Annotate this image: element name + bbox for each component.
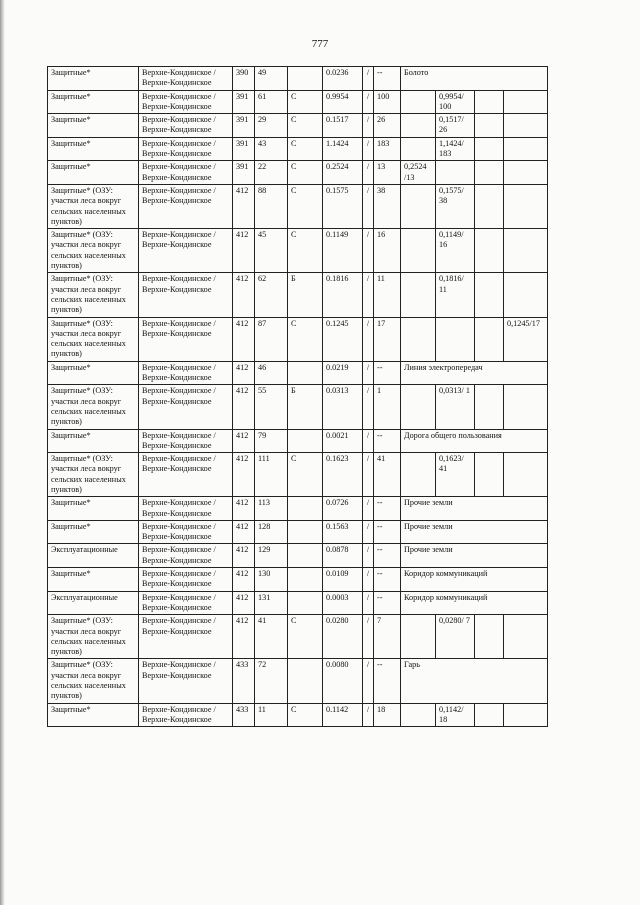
kvartal-cell: 412 xyxy=(233,497,255,521)
species-cell xyxy=(288,591,323,615)
value-cell-2 xyxy=(436,317,475,361)
category-cell: Защитные* xyxy=(48,520,139,544)
table-row xyxy=(48,544,548,568)
kvartal-cell: 433 xyxy=(233,659,255,703)
volume-cell: -- xyxy=(374,497,401,521)
vydel-cell: 111 xyxy=(255,453,288,497)
kvartal-cell: 391 xyxy=(233,90,255,114)
species-cell xyxy=(288,429,323,453)
value-cell-4 xyxy=(504,229,548,273)
species-cell: Б xyxy=(288,273,323,317)
lesnichestvo-cell: Верхне-Кондинское / Верхне-Кондинское xyxy=(139,497,233,521)
note-cell: Прочие земли xyxy=(401,497,548,521)
volume-cell: 38 xyxy=(374,184,401,228)
table-row xyxy=(48,568,548,592)
species-cell xyxy=(288,544,323,568)
volume-cell: -- xyxy=(374,67,401,91)
vydel-cell: 41 xyxy=(255,615,288,659)
table-row xyxy=(48,385,548,429)
category-cell: Защитные* (ОЗУ: участки леса вокруг сельских населенных пунктов) xyxy=(48,659,139,703)
category-cell: Защитные* xyxy=(48,703,139,727)
table-row xyxy=(48,114,548,138)
area-cell: 0.0109 xyxy=(323,568,363,592)
table-row xyxy=(48,273,548,317)
value-cell-4 xyxy=(504,90,548,114)
area-cell: 0.0878 xyxy=(323,544,363,568)
vydel-cell: 88 xyxy=(255,184,288,228)
note-cell: Линия электропередач xyxy=(401,361,548,385)
value-cell-2: 0,1142/ 18 xyxy=(436,703,475,727)
kvartal-cell: 412 xyxy=(233,317,255,361)
value-cell-3 xyxy=(475,385,504,429)
category-cell: Защитные* xyxy=(48,361,139,385)
vydel-cell: 128 xyxy=(255,520,288,544)
value-cell-2: 0,1623/ 41 xyxy=(436,453,475,497)
category-cell: Эксплуатационные xyxy=(48,591,139,615)
table-row xyxy=(48,137,548,161)
lesnichestvo-cell: Верхне-Кондинское / Верхне-Кондинское xyxy=(139,273,233,317)
species-cell: С xyxy=(288,137,323,161)
species-cell xyxy=(288,497,323,521)
kvartal-cell: 412 xyxy=(233,184,255,228)
species-cell: С xyxy=(288,229,323,273)
area-cell: 1.1424 xyxy=(323,137,363,161)
vydel-cell: 130 xyxy=(255,568,288,592)
lesnichestvo-cell: Верхне-Кондинское / Верхне-Кондинское xyxy=(139,385,233,429)
area-cell: 0.1245 xyxy=(323,317,363,361)
kvartal-cell: 391 xyxy=(233,137,255,161)
value-cell-1 xyxy=(401,273,436,317)
volume-cell: 7 xyxy=(374,615,401,659)
value-cell-3 xyxy=(475,184,504,228)
vydel-cell: 22 xyxy=(255,161,288,185)
value-cell-1 xyxy=(401,184,436,228)
vydel-cell: 61 xyxy=(255,90,288,114)
volume-cell: -- xyxy=(374,361,401,385)
separator-cell: / xyxy=(363,659,374,703)
area-cell: 0.0280 xyxy=(323,615,363,659)
vydel-cell: 29 xyxy=(255,114,288,138)
lesnichestvo-cell: Верхне-Кондинское / Верхне-Кондинское xyxy=(139,520,233,544)
value-cell-4 xyxy=(504,615,548,659)
value-cell-4 xyxy=(504,273,548,317)
kvartal-cell: 412 xyxy=(233,544,255,568)
kvartal-cell: 412 xyxy=(233,229,255,273)
vydel-cell: 87 xyxy=(255,317,288,361)
volume-cell: 11 xyxy=(374,273,401,317)
vydel-cell: 43 xyxy=(255,137,288,161)
volume-cell: -- xyxy=(374,591,401,615)
area-cell: 0.1575 xyxy=(323,184,363,228)
category-cell: Защитные* (ОЗУ: участки леса вокруг сельских населенных пунктов) xyxy=(48,273,139,317)
value-cell-2: 0,0280/ 7 xyxy=(436,615,475,659)
value-cell-1 xyxy=(401,453,436,497)
area-cell: 0.0003 xyxy=(323,591,363,615)
species-cell: Б xyxy=(288,385,323,429)
volume-cell: -- xyxy=(374,544,401,568)
value-cell-1 xyxy=(401,90,436,114)
area-cell: 0.9954 xyxy=(323,90,363,114)
lesnichestvo-cell: Верхне-Кондинское / Верхне-Кондинское xyxy=(139,544,233,568)
value-cell-1 xyxy=(401,317,436,361)
value-cell-4 xyxy=(504,161,548,185)
lesnichestvo-cell: Верхне-Кондинское / Верхне-Кондинское xyxy=(139,568,233,592)
kvartal-cell: 412 xyxy=(233,520,255,544)
value-cell-3 xyxy=(475,615,504,659)
value-cell-4 xyxy=(504,137,548,161)
separator-cell: / xyxy=(363,544,374,568)
species-cell: С xyxy=(288,615,323,659)
value-cell-1 xyxy=(401,137,436,161)
value-cell-4 xyxy=(504,184,548,228)
kvartal-cell: 390 xyxy=(233,67,255,91)
note-cell: Прочие земли xyxy=(401,520,548,544)
category-cell: Защитные* xyxy=(48,568,139,592)
table-row xyxy=(48,429,548,453)
separator-cell: / xyxy=(363,591,374,615)
category-cell: Защитные* xyxy=(48,161,139,185)
category-cell: Защитные* (ОЗУ: участки леса вокруг сельских населенных пунктов) xyxy=(48,385,139,429)
lesnichestvo-cell: Верхне-Кондинское / Верхне-Кондинское xyxy=(139,67,233,91)
area-cell: 0.0236 xyxy=(323,67,363,91)
scan-edge xyxy=(0,0,5,905)
value-cell-2: 0,9954/ 100 xyxy=(436,90,475,114)
lesnichestvo-cell: Верхне-Кондинское / Верхне-Кондинское xyxy=(139,361,233,385)
table-row xyxy=(48,161,548,185)
volume-cell: 41 xyxy=(374,453,401,497)
value-cell-1: 0,2524 /13 xyxy=(401,161,436,185)
vydel-cell: 72 xyxy=(255,659,288,703)
separator-cell: / xyxy=(363,568,374,592)
value-cell-3 xyxy=(475,229,504,273)
lesnichestvo-cell: Верхне-Кондинское / Верхне-Кондинское xyxy=(139,615,233,659)
note-cell: Коридор коммуникаций xyxy=(401,591,548,615)
category-cell: Эксплуатационные xyxy=(48,544,139,568)
separator-cell: / xyxy=(363,453,374,497)
separator-cell: / xyxy=(363,497,374,521)
value-cell-3 xyxy=(475,161,504,185)
vydel-cell: 62 xyxy=(255,273,288,317)
separator-cell: / xyxy=(363,67,374,91)
area-cell: 0.1623 xyxy=(323,453,363,497)
note-cell: Дорога общего пользования xyxy=(401,429,548,453)
kvartal-cell: 412 xyxy=(233,385,255,429)
volume-cell: 17 xyxy=(374,317,401,361)
vydel-cell: 113 xyxy=(255,497,288,521)
category-cell: Защитные* (ОЗУ: участки леса вокруг сельских населенных пунктов) xyxy=(48,453,139,497)
table-row xyxy=(48,317,548,361)
value-cell-2: 0,0313/ 1 xyxy=(436,385,475,429)
value-cell-1 xyxy=(401,703,436,727)
note-cell: Прочие земли xyxy=(401,544,548,568)
species-cell xyxy=(288,659,323,703)
separator-cell: / xyxy=(363,429,374,453)
separator-cell: / xyxy=(363,137,374,161)
value-cell-4 xyxy=(504,114,548,138)
value-cell-4: 0,1245/17 xyxy=(504,317,548,361)
area-cell: 0.0726 xyxy=(323,497,363,521)
species-cell xyxy=(288,67,323,91)
lesnichestvo-cell: Верхне-Кондинское / Верхне-Кондинское xyxy=(139,229,233,273)
lesnichestvo-cell: Верхне-Кондинское / Верхне-Кондинское xyxy=(139,90,233,114)
value-cell-3 xyxy=(475,453,504,497)
kvartal-cell: 412 xyxy=(233,568,255,592)
area-cell: 0.0313 xyxy=(323,385,363,429)
vydel-cell: 49 xyxy=(255,67,288,91)
table-row xyxy=(48,453,548,497)
value-cell-2: 0,1575/ 38 xyxy=(436,184,475,228)
volume-cell: -- xyxy=(374,568,401,592)
category-cell: Защитные* (ОЗУ: участки леса вокруг сельских населенных пунктов) xyxy=(48,317,139,361)
area-cell: 0.1149 xyxy=(323,229,363,273)
volume-cell: 183 xyxy=(374,137,401,161)
separator-cell: / xyxy=(363,184,374,228)
value-cell-2: 0,1149/ 16 xyxy=(436,229,475,273)
lesnichestvo-cell: Верхне-Кондинское / Верхне-Кондинское xyxy=(139,184,233,228)
kvartal-cell: 412 xyxy=(233,361,255,385)
table-body xyxy=(48,67,548,727)
category-cell: Защитные* (ОЗУ: участки леса вокруг сельских населенных пунктов) xyxy=(48,229,139,273)
table-row xyxy=(48,703,548,727)
vydel-cell: 11 xyxy=(255,703,288,727)
separator-cell: / xyxy=(363,703,374,727)
kvartal-cell: 412 xyxy=(233,591,255,615)
table-row xyxy=(48,615,548,659)
lesnichestvo-cell: Верхне-Кондинское / Верхне-Кондинское xyxy=(139,429,233,453)
lesnichestvo-cell: Верхне-Кондинское / Верхне-Кондинское xyxy=(139,161,233,185)
table-row xyxy=(48,591,548,615)
value-cell-1 xyxy=(401,229,436,273)
lesnichestvo-cell: Верхне-Кондинское / Верхне-Кондинское xyxy=(139,114,233,138)
kvartal-cell: 433 xyxy=(233,703,255,727)
vydel-cell: 45 xyxy=(255,229,288,273)
volume-cell: 18 xyxy=(374,703,401,727)
species-cell: С xyxy=(288,703,323,727)
separator-cell: / xyxy=(363,361,374,385)
value-cell-2: 0,1816/ 11 xyxy=(436,273,475,317)
table-row xyxy=(48,497,548,521)
category-cell: Защитные* xyxy=(48,90,139,114)
table-row xyxy=(48,67,548,91)
volume-cell: -- xyxy=(374,520,401,544)
separator-cell: / xyxy=(363,520,374,544)
area-cell: 0.0080 xyxy=(323,659,363,703)
kvartal-cell: 391 xyxy=(233,161,255,185)
value-cell-2 xyxy=(436,161,475,185)
area-cell: 0.1563 xyxy=(323,520,363,544)
lesnichestvo-cell: Верхне-Кондинское / Верхне-Кондинское xyxy=(139,137,233,161)
value-cell-3 xyxy=(475,90,504,114)
category-cell: Защитные* xyxy=(48,497,139,521)
vydel-cell: 46 xyxy=(255,361,288,385)
note-cell: Болото xyxy=(401,67,548,91)
volume-cell: 1 xyxy=(374,385,401,429)
value-cell-1 xyxy=(401,385,436,429)
volume-cell: -- xyxy=(374,659,401,703)
value-cell-3 xyxy=(475,703,504,727)
area-cell: 0.1517 xyxy=(323,114,363,138)
area-cell: 0.2524 xyxy=(323,161,363,185)
species-cell: С xyxy=(288,317,323,361)
volume-cell: -- xyxy=(374,429,401,453)
kvartal-cell: 391 xyxy=(233,114,255,138)
vydel-cell: 79 xyxy=(255,429,288,453)
kvartal-cell: 412 xyxy=(233,615,255,659)
value-cell-4 xyxy=(504,703,548,727)
value-cell-3 xyxy=(475,273,504,317)
area-cell: 0.1816 xyxy=(323,273,363,317)
separator-cell: / xyxy=(363,317,374,361)
lesnichestvo-cell: Верхне-Кондинское / Верхне-Кондинское xyxy=(139,703,233,727)
note-cell: Гарь xyxy=(401,659,548,703)
table-row xyxy=(48,90,548,114)
volume-cell: 16 xyxy=(374,229,401,273)
separator-cell: / xyxy=(363,273,374,317)
value-cell-3 xyxy=(475,317,504,361)
table-row xyxy=(48,659,548,703)
category-cell: Защитные* xyxy=(48,429,139,453)
species-cell: С xyxy=(288,161,323,185)
lesnichestvo-cell: Верхне-Кондинское / Верхне-Кондинское xyxy=(139,591,233,615)
kvartal-cell: 412 xyxy=(233,429,255,453)
value-cell-3 xyxy=(475,137,504,161)
table-row xyxy=(48,229,548,273)
area-cell: 0.0021 xyxy=(323,429,363,453)
species-cell: С xyxy=(288,184,323,228)
volume-cell: 26 xyxy=(374,114,401,138)
species-cell xyxy=(288,361,323,385)
species-cell xyxy=(288,520,323,544)
separator-cell: / xyxy=(363,114,374,138)
lesnichestvo-cell: Верхне-Кондинское / Верхне-Кондинское xyxy=(139,317,233,361)
lesnichestvo-cell: Верхне-Кондинское / Верхне-Кондинское xyxy=(139,659,233,703)
table-row xyxy=(48,184,548,228)
table-row xyxy=(48,520,548,544)
note-cell: Коридор коммуникаций xyxy=(401,568,548,592)
page-number: 777 xyxy=(311,38,329,50)
species-cell: С xyxy=(288,114,323,138)
vydel-cell: 131 xyxy=(255,591,288,615)
lesnichestvo-cell: Верхне-Кондинское / Верхне-Кондинское xyxy=(139,453,233,497)
value-cell-4 xyxy=(504,453,548,497)
volume-cell: 13 xyxy=(374,161,401,185)
separator-cell: / xyxy=(363,385,374,429)
forest-plots-table xyxy=(47,66,548,727)
value-cell-2: 0,1517/ 26 xyxy=(436,114,475,138)
separator-cell: / xyxy=(363,229,374,273)
separator-cell: / xyxy=(363,161,374,185)
separator-cell: / xyxy=(363,615,374,659)
category-cell: Защитные* xyxy=(48,67,139,91)
category-cell: Защитные* xyxy=(48,137,139,161)
species-cell xyxy=(288,568,323,592)
category-cell: Защитные* (ОЗУ: участки леса вокруг сельских населенных пунктов) xyxy=(48,184,139,228)
area-cell: 0.0219 xyxy=(323,361,363,385)
category-cell: Защитные* (ОЗУ: участки леса вокруг сельских населенных пунктов) xyxy=(48,615,139,659)
separator-cell: / xyxy=(363,90,374,114)
species-cell: С xyxy=(288,453,323,497)
vydel-cell: 55 xyxy=(255,385,288,429)
kvartal-cell: 412 xyxy=(233,273,255,317)
volume-cell: 100 xyxy=(374,90,401,114)
species-cell: С xyxy=(288,90,323,114)
value-cell-1 xyxy=(401,615,436,659)
value-cell-2: 1,1424/ 183 xyxy=(436,137,475,161)
value-cell-3 xyxy=(475,114,504,138)
value-cell-1 xyxy=(401,114,436,138)
category-cell: Защитные* xyxy=(48,114,139,138)
table-row xyxy=(48,361,548,385)
kvartal-cell: 412 xyxy=(233,453,255,497)
area-cell: 0.1142 xyxy=(323,703,363,727)
vydel-cell: 129 xyxy=(255,544,288,568)
value-cell-4 xyxy=(504,385,548,429)
